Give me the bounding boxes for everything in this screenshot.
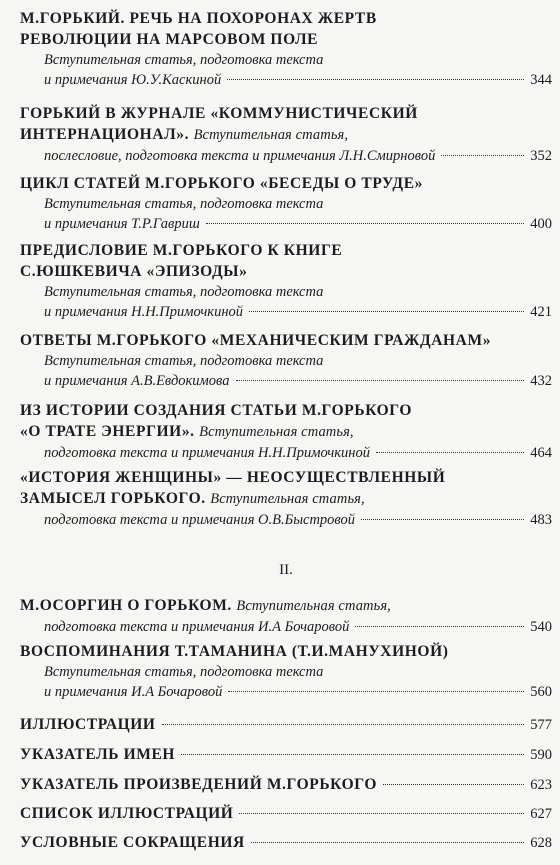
entry-description: и примечания Н.Н.Примочкиной [44,304,244,320]
entry-title-line: СПИСОК ИЛЛЮСТРАЦИЙ [20,805,234,822]
toc-entry [20,744,552,766]
entry-description: Вступительная статья, подготовка текста [44,284,324,300]
entry-description: и примечания Ю.У.Каскиной [44,72,222,88]
page-number: 577 [530,717,552,733]
page-number: 400 [530,216,552,232]
leader-dots [355,626,524,627]
entry-description: Вступительная статья, [199,424,354,440]
entry-title-line: РЕВОЛЮЦИИ НА МАРСОВОМ ПОЛЕ [20,31,319,48]
entry-title-line: ГОРЬКИЙ В ЖУРНАЛЕ «КОММУНИСТИЧЕСКИЙ [20,105,418,122]
entry-description: подготовка текста и примечания Н.Н.Примочкиной [44,445,370,461]
page-number: 344 [530,72,552,88]
page-number: 590 [530,747,552,763]
toc-entry [20,595,552,637]
entry-title-line: «О ТРАТЕ ЭНЕРГИИ». [20,423,195,440]
toc-entry [20,714,552,736]
entry-title-line: ИЗ ИСТОРИИ СОЗДАНИЯ СТАТЬИ М.ГОРЬКОГО [20,402,413,419]
page-number: 560 [530,684,552,700]
section-number: II. [279,562,293,578]
entry-title-line: ОТВЕТЫ М.ГОРЬКОГО «МЕХАНИЧЕСКИМ ГРАЖДАНАМ» [20,332,492,349]
entry-description: Вступительная статья, [210,491,365,507]
leader-dots [162,724,525,725]
toc-entry [20,803,552,825]
page-number: 352 [530,148,552,164]
entry-description: Вступительная статья, подготовка текста [44,52,324,68]
entry-title-line: УСЛОВНЫЕ СОКРАЩЕНИЯ [20,834,245,851]
entry-description: подготовка текста и примечания И.А Бочаровой [44,619,350,635]
leader-dots [239,813,524,814]
entry-title-line: М.ГОРЬКИЙ. РЕЧЬ НА ПОХОРОНАХ ЖЕРТВ [20,10,377,27]
page-number: 483 [530,512,552,528]
entry-title-line: УКАЗАТЕЛЬ ИМЕН [20,746,176,763]
page-number: 540 [530,619,552,635]
entry-description: и примечания А.В.Евдокимова [44,373,230,389]
entry-title-line: ИЛЛЮСТРАЦИИ [20,716,156,733]
page-number: 432 [530,373,552,389]
leader-dots [181,754,524,755]
page-number: 627 [530,806,552,822]
entry-description: Вступительная статья, подготовка текста [44,353,324,369]
entry-description: и примечания И.А Бочаровой [44,684,223,700]
entry-description: и примечания Т.Р.Гавриш [44,216,200,232]
entry-title-line: ВОСПОМИНАНИЯ Т.ТАМАНИНА (Т.И.МАНУХИНОЙ) [20,643,449,660]
entry-description: Вступительная статья, [236,598,391,614]
toc-entry [20,641,552,702]
entry-title-line: ИНТЕРНАЦИОНАЛ». [20,126,190,143]
leader-dots [251,842,524,843]
entry-title-line: ЗАМЫСЕЛ ГОРЬКОГО. [20,490,206,507]
entry-description: Вступительная статья, [193,127,349,143]
leader-dots [228,691,524,692]
entry-title-line: ЦИКЛ СТАТЕЙ М.ГОРЬКОГО «БЕСЕДЫ О ТРУДЕ» [20,175,423,192]
toc-entry [20,832,552,854]
page-number: 464 [530,445,552,461]
entry-description: Вступительная статья, подготовка текста [44,664,324,680]
entry-title-line: УКАЗАТЕЛЬ ПРОИЗВЕДЕНИЙ М.ГОРЬКОГО [20,776,378,793]
page-number: 628 [530,835,552,851]
leader-dots [383,784,524,785]
entry-description: Вступительная статья, подготовка текста [44,196,324,212]
page-number: 421 [530,304,552,320]
entry-description: подготовка текста и примечания О.В.Быстровой [44,512,356,528]
entry-description: послесловие, подготовка текста и примечания Л.Н.Смирновой [44,148,436,164]
toc-entry [20,774,552,796]
entry-title-line: С.ЮШКЕВИЧА «ЭПИЗОДЫ» [20,263,248,280]
entry-title-line: «ИСТОРИЯ ЖЕНЩИНЫ» — НЕОСУЩЕСТВЛЕННЫЙ [20,469,446,486]
table-of-contents-part-2 [20,0,552,865]
entry-title-line: ПРЕДИСЛОВИЕ М.ГОРЬКОГО К КНИГЕ [20,242,343,259]
entry-title-line: М.ОСОРГИН О ГОРЬКОМ. [20,597,232,614]
page-number: 623 [530,777,552,793]
